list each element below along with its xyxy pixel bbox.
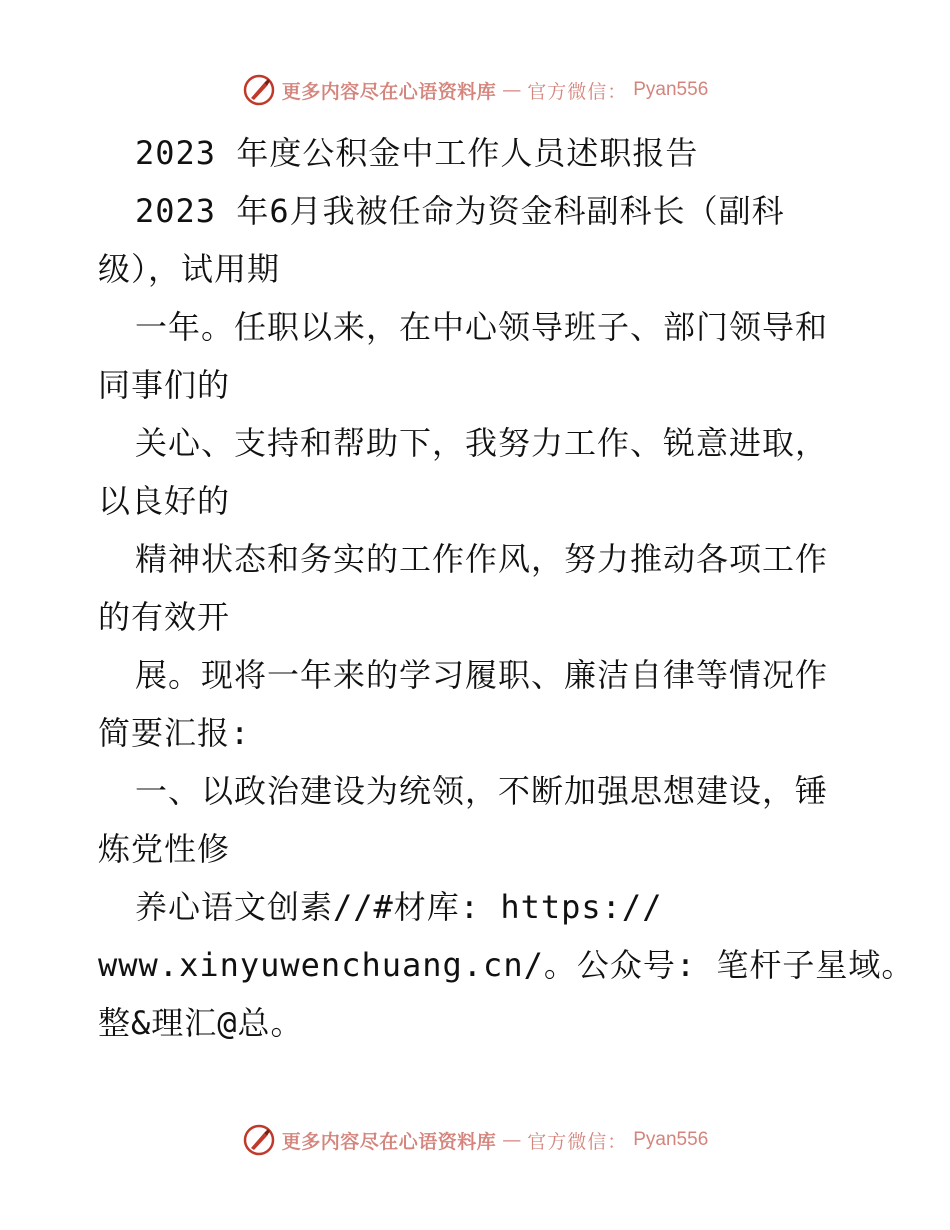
- document-title: 2023 年度公积金中工作人员述职报告: [135, 134, 699, 172]
- paragraph-line: www.xinyuwenchuang.cn/。公众号: 笔杆子星域。: [98, 946, 915, 984]
- document-body: [98, 124, 915, 1052]
- watermark-dash: —: [502, 79, 522, 101]
- watermark-wechat-id: Pyan556: [633, 79, 709, 100]
- watermark-header: [0, 70, 950, 110]
- pen-circle-logo-icon: [242, 1123, 276, 1157]
- paragraph-line: 一年。任职以来，在中心领导班子、部门领导和: [135, 308, 829, 346]
- paragraph-line: 同事们的: [98, 366, 231, 404]
- watermark-main-text: 更多内容尽在心语资料库: [281, 1130, 497, 1153]
- section-heading-line: 一、以政治建设为统领，不断加强思想建设，锤: [135, 772, 829, 810]
- paragraph-line: 以良好的: [98, 482, 231, 520]
- watermark-main-text: 更多内容尽在心语资料库: [281, 80, 497, 103]
- paragraph-line: 的有效开: [98, 598, 231, 636]
- paragraph-line: 精神状态和务实的工作作风，努力推动各项工作: [135, 540, 829, 578]
- watermark-footer: [0, 1120, 950, 1160]
- paragraph-line: 养心语文创素//#材库: https://: [135, 888, 663, 926]
- watermark-wechat-id: Pyan556: [633, 1129, 709, 1150]
- watermark-official-label: 官方微信：: [527, 80, 628, 103]
- paragraph-line: 展。现将一年来的学习履职、廉洁自律等情况作: [135, 656, 829, 694]
- watermark-official-label: 官方微信：: [527, 1130, 628, 1153]
- paragraph-line: 简要汇报:: [98, 714, 251, 752]
- pen-circle-logo-icon: [242, 73, 276, 107]
- paragraph-line: 整&理汇@总。: [98, 1004, 304, 1042]
- section-heading-line: 炼党性修: [98, 830, 231, 868]
- paragraph-line: 2023 年6月我被任命为资金科副科长（副科: [135, 192, 785, 230]
- paragraph-line: 级），试用期: [98, 250, 281, 288]
- watermark-dash: —: [502, 1129, 522, 1151]
- paragraph-line: 关心、支持和帮助下，我努力工作、锐意进取，: [135, 424, 829, 462]
